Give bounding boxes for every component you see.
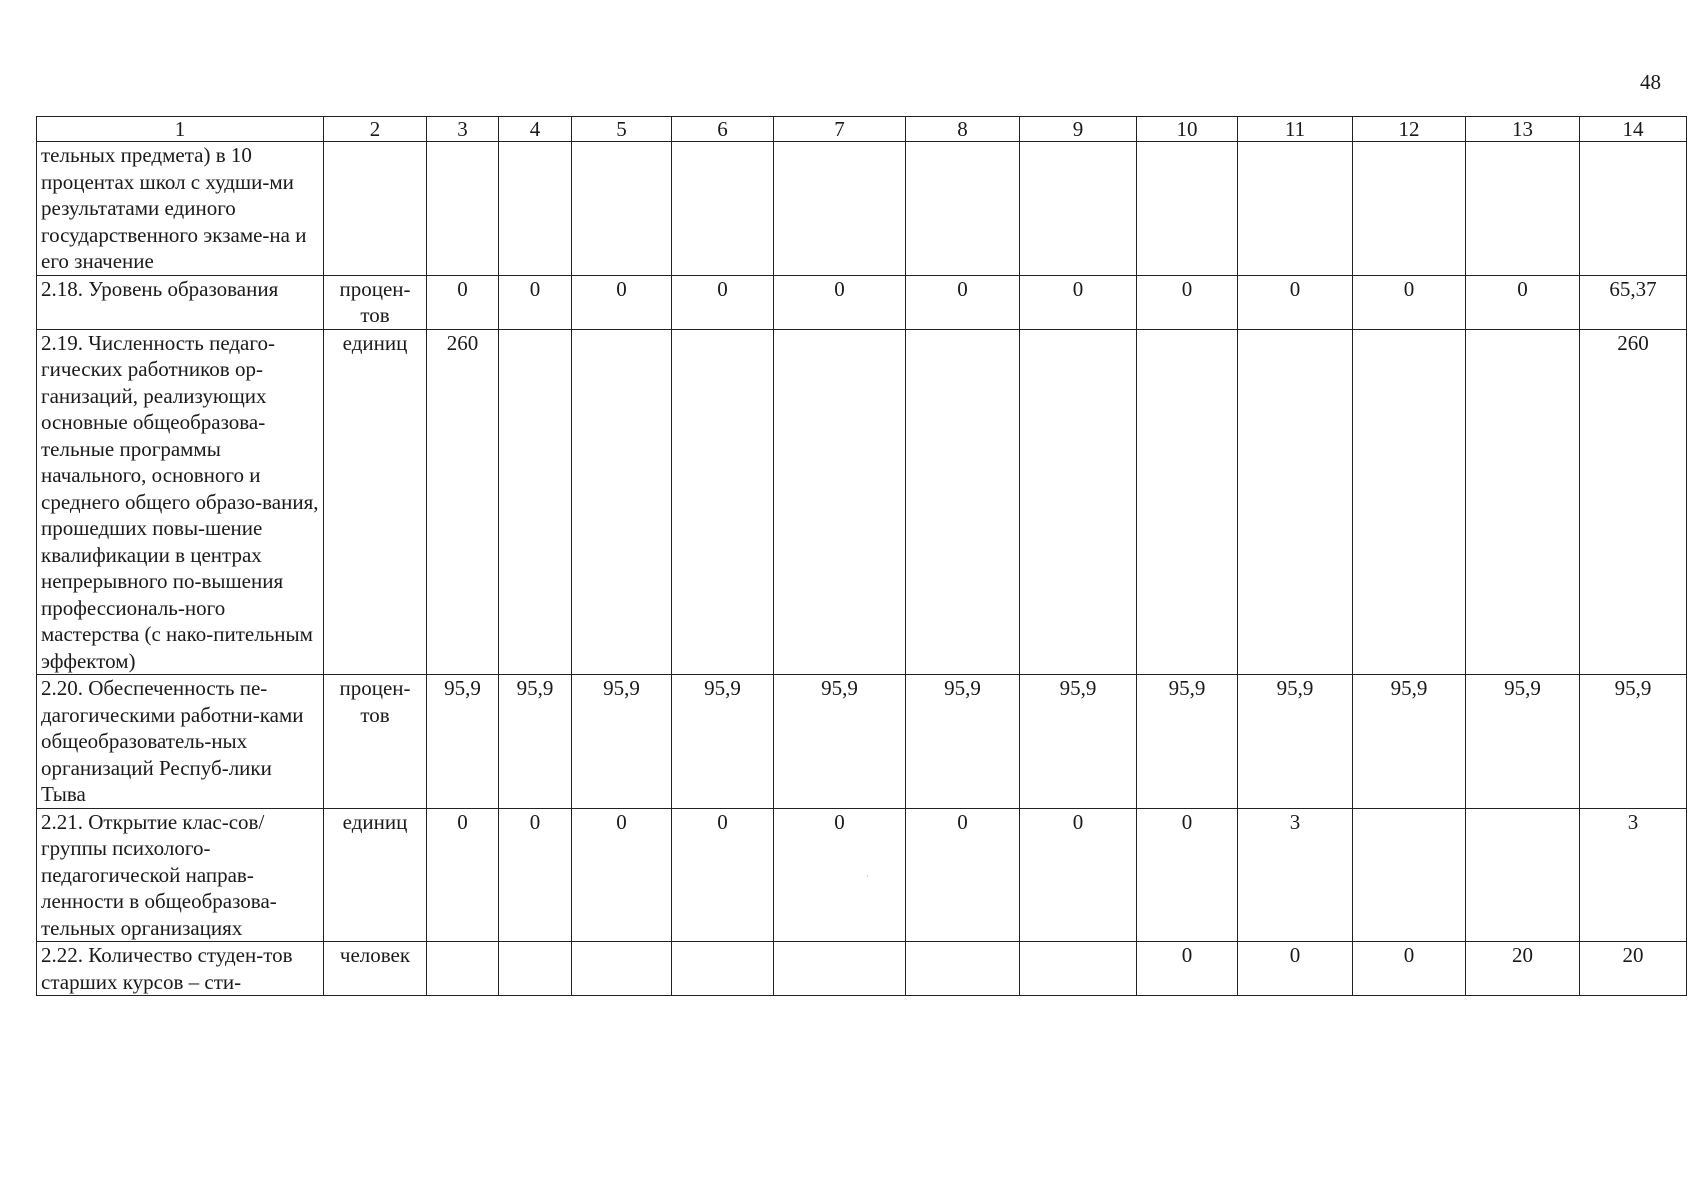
indicator-table xyxy=(36,116,1687,996)
value-cell-col-4 xyxy=(499,142,572,276)
scan-speck: · xyxy=(866,872,869,881)
value-cell-col-3: 95,9 xyxy=(427,675,499,809)
value-cell-col-3: 260 xyxy=(427,329,499,675)
value-cell-col-12: 95,9 xyxy=(1353,675,1466,809)
value-cell-col-6: 0 xyxy=(672,808,774,942)
value-cell-col-7: 0 xyxy=(774,808,906,942)
value-cell-col-10: 95,9 xyxy=(1137,675,1238,809)
value-cell-col-9: 0 xyxy=(1020,808,1137,942)
value-cell-col-10: 0 xyxy=(1137,808,1238,942)
indicator-cell: 2.19. Численность педаго-гических работников ор-ганизаций, реализующих основные общеобразова-тельные программы начального, основного и среднего общего образо-вания, прошедших повы-шение квалификации в центрах непрерывного по-вышения профессиональ-ного мастерства (с нако-пительным эффектом) xyxy=(37,329,324,675)
value-cell-col-4 xyxy=(499,942,572,996)
value-cell-col-8: 0 xyxy=(906,808,1020,942)
value-cell-col-13 xyxy=(1466,142,1580,276)
column-header-6: 6 xyxy=(672,117,774,142)
value-cell-col-7 xyxy=(774,329,906,675)
value-cell-col-12: 0 xyxy=(1353,275,1466,329)
value-cell-col-3: 0 xyxy=(427,808,499,942)
value-cell-col-3 xyxy=(427,942,499,996)
value-cell-col-6: 0 xyxy=(672,275,774,329)
value-cell-col-10: 0 xyxy=(1137,275,1238,329)
table-row xyxy=(37,329,1687,675)
column-header-10: 10 xyxy=(1137,117,1238,142)
value-cell-col-14 xyxy=(1580,142,1687,276)
value-cell-col-4 xyxy=(499,329,572,675)
value-cell-col-5 xyxy=(572,942,672,996)
table-row xyxy=(37,275,1687,329)
value-cell-col-14: 65,37 xyxy=(1580,275,1687,329)
unit-cell xyxy=(324,142,427,276)
value-cell-col-7 xyxy=(774,142,906,276)
value-cell-col-14: 260 xyxy=(1580,329,1687,675)
value-cell-col-9 xyxy=(1020,942,1137,996)
indicator-cell: 2.18. Уровень образования xyxy=(37,275,324,329)
value-cell-col-5: 95,9 xyxy=(572,675,672,809)
unit-cell: процен-тов xyxy=(324,275,427,329)
column-header-3: 3 xyxy=(427,117,499,142)
unit-cell: единиц xyxy=(324,329,427,675)
value-cell-col-13 xyxy=(1466,329,1580,675)
value-cell-col-7: 95,9 xyxy=(774,675,906,809)
column-header-8: 8 xyxy=(906,117,1020,142)
value-cell-col-11: 0 xyxy=(1238,275,1353,329)
table-body xyxy=(37,142,1687,996)
column-header-2: 2 xyxy=(324,117,427,142)
column-header-5: 5 xyxy=(572,117,672,142)
value-cell-col-11: 3 xyxy=(1238,808,1353,942)
value-cell-col-14: 20 xyxy=(1580,942,1687,996)
value-cell-col-6 xyxy=(672,329,774,675)
indicator-cell: 2.20. Обеспеченность пе-дагогическими работни-ками общеобразователь-ных организаций Респуб-лики Тыва xyxy=(37,675,324,809)
value-cell-col-5: 0 xyxy=(572,275,672,329)
value-cell-col-4: 95,9 xyxy=(499,675,572,809)
value-cell-col-6 xyxy=(672,942,774,996)
value-cell-col-11 xyxy=(1238,329,1353,675)
value-cell-col-6 xyxy=(672,142,774,276)
value-cell-col-12 xyxy=(1353,808,1466,942)
value-cell-col-9 xyxy=(1020,142,1137,276)
value-cell-col-10: 0 xyxy=(1137,942,1238,996)
table-row xyxy=(37,808,1687,942)
value-cell-col-8 xyxy=(906,142,1020,276)
value-cell-col-8 xyxy=(906,329,1020,675)
column-header-13: 13 xyxy=(1466,117,1580,142)
column-header-9: 9 xyxy=(1020,117,1137,142)
table-row xyxy=(37,142,1687,276)
value-cell-col-3: 0 xyxy=(427,275,499,329)
value-cell-col-12 xyxy=(1353,142,1466,276)
unit-cell: процен-тов xyxy=(324,675,427,809)
value-cell-col-5: 0 xyxy=(572,808,672,942)
value-cell-col-4: 0 xyxy=(499,808,572,942)
value-cell-col-9: 0 xyxy=(1020,275,1137,329)
value-cell-col-3 xyxy=(427,142,499,276)
column-header-11: 11 xyxy=(1238,117,1353,142)
table-row xyxy=(37,942,1687,996)
value-cell-col-14: 95,9 xyxy=(1580,675,1687,809)
indicator-cell: 2.22. Количество студен-тов старших курсов – сти- xyxy=(37,942,324,996)
value-cell-col-12 xyxy=(1353,329,1466,675)
header-row xyxy=(37,117,1687,142)
value-cell-col-13: 0 xyxy=(1466,275,1580,329)
indicator-cell: тельных предмета) в 10 процентах школ с худши-ми результатами единого государственного экзаме-на и его значение xyxy=(37,142,324,276)
page-number: 48 xyxy=(1640,70,1661,94)
value-cell-col-14: 3 xyxy=(1580,808,1687,942)
value-cell-col-7 xyxy=(774,942,906,996)
value-cell-col-13: 20 xyxy=(1466,942,1580,996)
value-cell-col-9: 95,9 xyxy=(1020,675,1137,809)
value-cell-col-9 xyxy=(1020,329,1137,675)
value-cell-col-10 xyxy=(1137,142,1238,276)
column-header-1: 1 xyxy=(37,117,324,142)
value-cell-col-8: 95,9 xyxy=(906,675,1020,809)
value-cell-col-11 xyxy=(1238,142,1353,276)
column-header-14: 14 xyxy=(1580,117,1687,142)
value-cell-col-10 xyxy=(1137,329,1238,675)
value-cell-col-5 xyxy=(572,142,672,276)
unit-cell: человек xyxy=(324,942,427,996)
column-header-7: 7 xyxy=(774,117,906,142)
value-cell-col-8: 0 xyxy=(906,275,1020,329)
value-cell-col-8 xyxy=(906,942,1020,996)
value-cell-col-5 xyxy=(572,329,672,675)
table-row xyxy=(37,675,1687,809)
column-header-4: 4 xyxy=(499,117,572,142)
indicator-cell: 2.21. Открытие клас-сов/группы психолого-педагогической направ-ленности в общеобразова-тельных организациях xyxy=(37,808,324,942)
value-cell-col-13: 95,9 xyxy=(1466,675,1580,809)
value-cell-col-4: 0 xyxy=(499,275,572,329)
column-header-12: 12 xyxy=(1353,117,1466,142)
value-cell-col-13 xyxy=(1466,808,1580,942)
value-cell-col-12: 0 xyxy=(1353,942,1466,996)
unit-cell: единиц xyxy=(324,808,427,942)
value-cell-col-11: 0 xyxy=(1238,942,1353,996)
value-cell-col-7: 0 xyxy=(774,275,906,329)
value-cell-col-6: 95,9 xyxy=(672,675,774,809)
value-cell-col-11: 95,9 xyxy=(1238,675,1353,809)
